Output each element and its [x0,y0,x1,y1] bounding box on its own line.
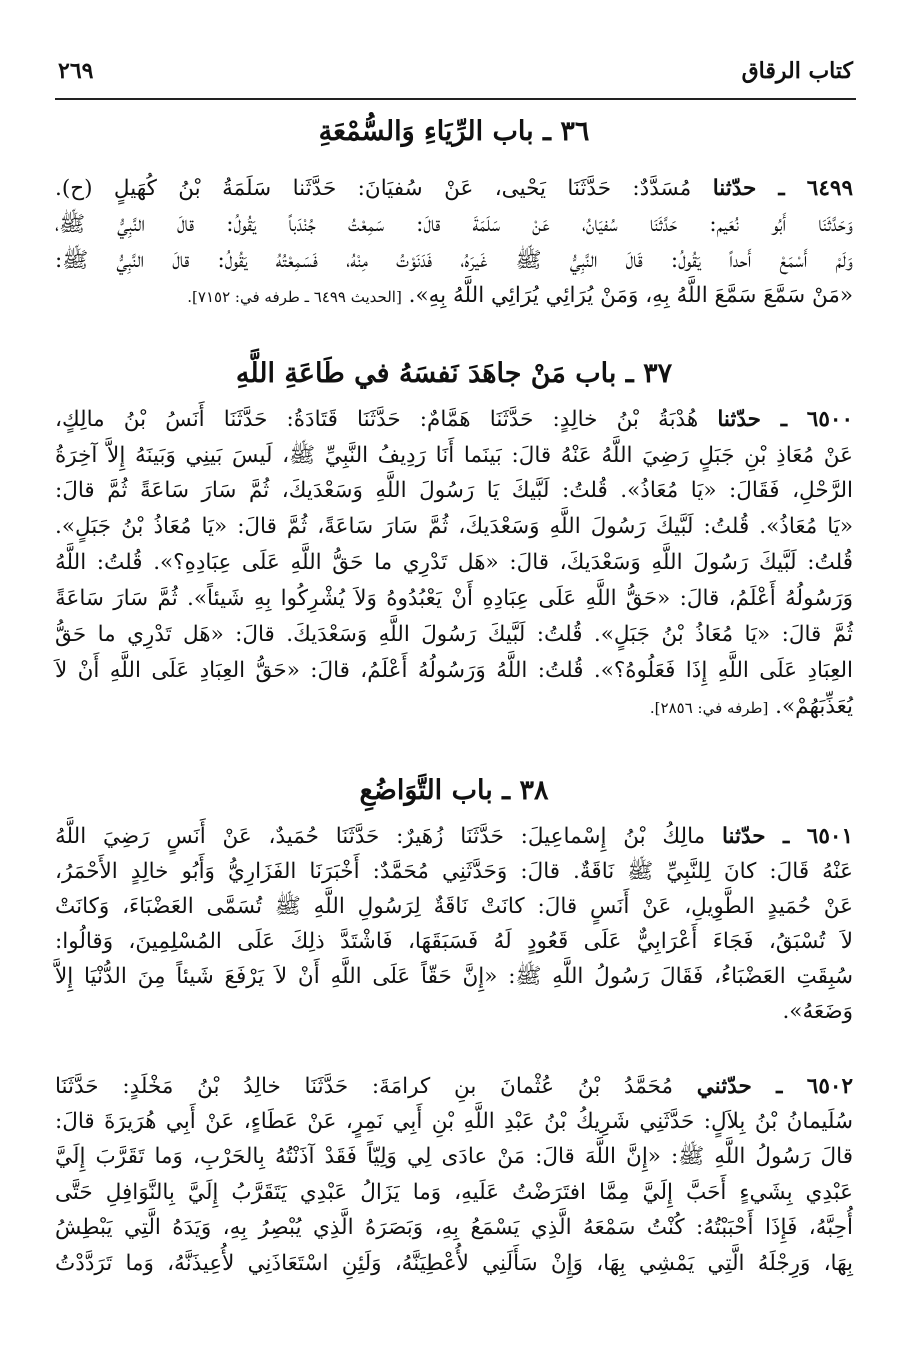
hadith-number: ٦٥٠١ ـ حدّثنا [721,824,853,849]
text-line: ثُمَّ قالَ: «يَا مُعَاذُ بْنُ جَبَلٍ». قُلتُ: لَبَّيكَ رَسُولَ اللَّهِ وَسَعْدَيكَ. قالَ: «هَل تَدْرِي ما حَقُّ [55,622,853,647]
text-line: عَنْ مُعَاذِ بْنِ جَبَلٍ رَضِيَ اللَّهُ عَنْهُ قالَ: بَينَما أَنَا رَدِيفُ النَّبِيِّ ﷺ، لَيسَ بَينِي وَبَينَهُ إِلاَّ آخِرَةُ [55,443,853,468]
hadith-number: ٦٤٩٩ ـ حدّثنا [712,176,853,201]
cross-reference-note: [الحديث ٦٤٩٩ ـ طرفه في: ٧١٥٢]. [187,288,402,306]
book-title: كتاب الرقاق [741,58,853,84]
text-line: لاَ تُسْبَقُ، فَجَاءَ أَعْرَابِيٌّ عَلَى قَعُودٍ لَهُ فَسَبَقَهَا، فَاشْتَدَّ ذلِكَ عَلَى المُسْلِمِينَ، وَقالُوا: [55,929,853,954]
text-line: أُحِبَّهُ، فَإِذَا أَحْبَبْتُهُ: كُنْتُ سَمْعَهُ الَّذِي يَسْمَعُ بِهِ، وَبَصَرَهُ الَّذِي يُبْصِرُ بِهِ، وَيَدَهُ الَّتِي يَبْطِشُ [55,1215,853,1240]
text-line: العِبَادِ عَلَى اللَّهِ إِذَا فَعَلُوهُ؟». قُلتُ: اللَّهُ وَرَسُولُهُ أَعْلَمُ، قالَ: «حَقُّ العِبَادِ عَلَى اللَّهِ أَنْ لاَ [55,658,853,683]
cross-reference-note: [طرفه في: ٢٨٥٦]. [649,699,769,717]
text-line: وَرَسُولُهُ أَعْلَمُ، قالَ: «حَقُّ اللَّهِ عَلَى عِبَادِهِ أَنْ يَعْبُدُوهُ وَلاَ يُشْرِكُوا بِهِ شَيئاً». ثُمَّ سَارَ سَاعَةً [55,586,853,611]
text-line: وَلَمْ أَسْمَعْ أَحداً يَقُولُ: قَالَ النَّبِيُّ ﷺ غَيرَهُ، فَدَنَوْتُ مِنْهُ، فَسَمِعْتُهُ يَقُولُ: قالَ النَّبِيُّ ﷺ: [55,248,853,273]
line-text: مُسَدَّدٌ: حَدَّثَنَا يَحْيى، عَنْ سُفيَانَ: حَدَّثَنا سَلَمَةُ بْنُ كُهَيلٍ (ح). [55,176,692,201]
text-line: «يَا مُعَاذُ». قُلتُ: لَبَّيكَ رَسُولَ اللَّهِ وَسَعْدَيكَ، ثُمَّ سَارَ سَاعَةً، ثُمَّ قالَ: «يَا مُعَاذُ بْنُ جَبَلٍ». [55,514,853,539]
line-text: مُحَمَّدُ بْنُ عُثْمانَ بنِ كرامَةَ: حَدَّثَنَا خالِدُ بْنُ مَخْلَدٍ: حَدَّثَنَا [55,1074,674,1099]
text-line [55,405,853,435]
text-line [55,692,853,723]
text-line: قالَ رَسُولُ اللَّهِ ﷺ: «إِنَّ اللَّهَ قالَ: مَنْ عادَى لِي وَلِيّاً فَقَدْ آذَنْتُهُ بِالحَرْبِ، وَما تَقَرَّبَ إِلَيَّ [55,1144,853,1169]
line-text: مالِكُ بْنُ إِسْماعِيلَ: حَدَّثَنَا زُهَيرٌ: حَدَّثَنَا حُمَيدٌ، عَنْ أَنَسٍ رَضِيَ اللَّهُ [55,824,706,849]
text-line: عَبْدِي بِشَيءٍ أَحَبَّ إِلَيَّ مِمَّا افتَرَضْتُ عَلَيهِ، وَما يَزَالُ عَبْدِي يَتَقَرَّبُ إِلَيَّ بِالنَّوَافِلِ حَتَّى [55,1180,853,1205]
hadith-number: ٦٥٠٢ ـ حدّثني [696,1074,853,1099]
text-line: وَحَدَّثَنَا أَبُو نُعَيم: حَدَّثَنَا سُفيَانُ، عَنْ سَلَمَةَ قالَ: سَمِعْتُ جُنْدَباً يَقُولُ: قالَ النَّبِيُّ ﷺ، [55,212,853,237]
line-text: يُعَذِّبَهُمْ». [775,694,853,719]
text-line: سُلَيمانُ بْنُ بِلاَلٍ: حَدَّثَنِي شَرِيكُ بْنُ عَبْدِ اللَّهِ بْنِ أَبِي نَمِرٍ، عَنْ عَطَاءٍ، عَنْ أَبِي هُرَيرَةَ قالَ: [55,1109,853,1134]
page-number: ٢٦٩ [58,58,94,84]
chapter-heading: ٣٨ ـ باب التَّوَاضُعِ [359,775,549,806]
text-line: قُلتُ: لَبَّيكَ رَسُولَ اللَّهِ وَسَعْدَيكَ، قالَ: «هَل تَدْرِي ما حَقُّ اللَّهِ عَلَى عِبَادِهِ؟». قُلتُ: اللَّهُ [55,550,853,575]
text-line: وَضَعَهُ». [782,999,853,1024]
line-text: «مَنْ سَمَّعَ سَمَّعَ اللَّهُ بِهِ، وَمَنْ يُرَائِي يُرَائِي اللَّهُ بِهِ». [408,283,853,308]
text-line [55,174,853,204]
chapter-heading: ٣٦ ـ باب الرِّيَاءِ وَالسُّمْعَةِ [318,116,590,147]
text-line: عَنْهُ قَالَ: كانَ لِلنَّبِيِّ ﷺ نَاقَةٌ. قالَ: وَحَدَّثَنِي مُحَمَّدٌ: أَخْبَرَنَا الفَزَارِيُّ وَأَبُو خالِدٍ الأَحْمَرُ، [55,859,853,884]
text-line: بِهَا، وَرِجْلَهُ الَّتِي يَمْشِي بِهَا، وَإِنْ سَأَلَنِي لأُعْطِيَنَّهُ، وَلَئِنِ اسْتَعَاذَنِي لأُعِيذَنَّهُ، وَما تَرَدَّدْتُ [55,1251,853,1276]
text-line: سُبِقَتِ العَضْبَاءُ، فَقَالَ رَسُولُ اللَّهِ ﷺ: «إِنَّ حَقّاً عَلَى اللَّهِ أَنْ لاَ يَرْفَعَ شَيئاً مِنَ الدُّنْيَا إِلاَّ [55,964,853,989]
line-text: هُدْبَةُ بْنُ خالِدٍ: حَدَّثَنَا هَمَّامٌ: حَدَّثَنَا قَتَادَةُ: حَدَّثَنَا أَنَسُ بْنُ مالِكٍ، [55,407,699,432]
hadith-number: ٦٥٠٠ ـ حدّثنا [717,407,853,432]
header-divider [55,98,856,100]
text-line [55,281,853,312]
text-line [55,1072,853,1102]
text-line: الرَّحْلِ، فَقَالَ: «يَا مُعَاذُ». قُلتُ: لَبَّيكَ يَا رَسُولَ اللَّهِ وَسَعْدَيكَ، ثُمَّ سَارَ سَاعَةً ثُمَّ قالَ: [55,478,853,503]
text-line [55,822,853,852]
text-line: عَنْ حُمَيدٍ الطَّوِيلِ، عَنْ أَنَسٍ قالَ: كانَتْ نَاقَةٌ لِرَسُولِ اللَّهِ ﷺ تُسَمَّى العَضْبَاءَ، وَكانَتْ [55,894,853,919]
chapter-heading: ٣٧ ـ باب مَنْ جاهَدَ نَفسَهُ في طَاعَةِ اللَّهِ [235,358,673,389]
